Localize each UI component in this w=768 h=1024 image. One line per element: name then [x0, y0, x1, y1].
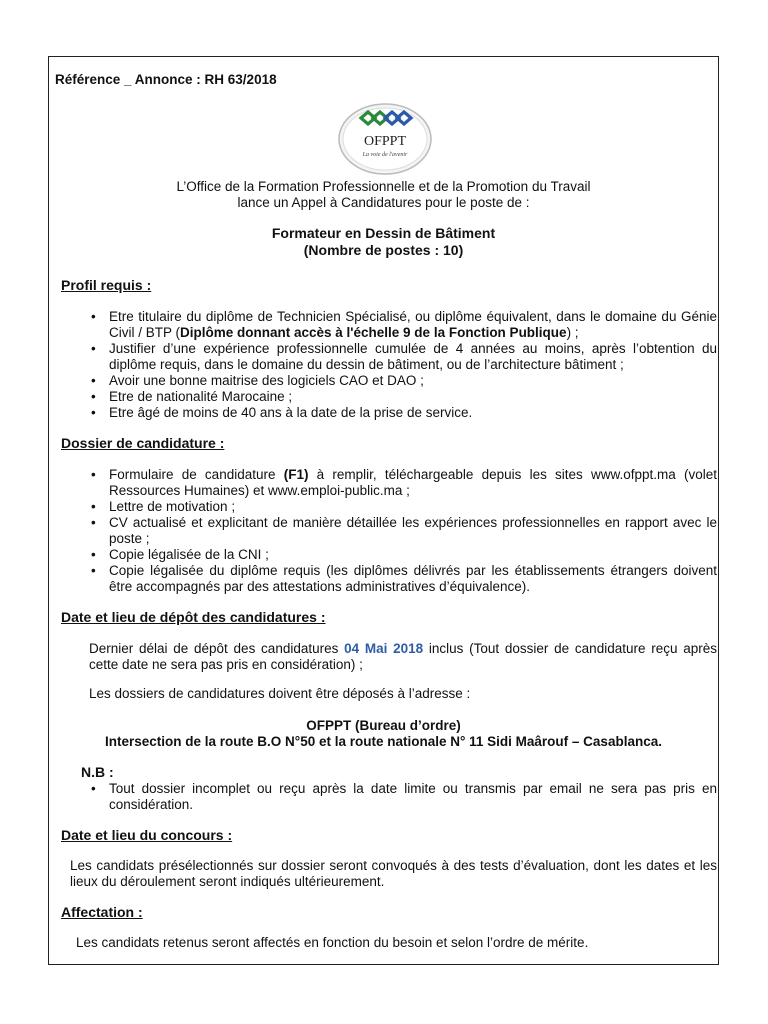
address-intro: Les dossiers de candidatures doivent être déposés à l’adresse :	[89, 686, 471, 701]
list-item: • Etre âgé de moins de 40 ans à la date de la prise de service.	[91, 405, 717, 421]
dossier-heading: Dossier de candidature :	[61, 435, 225, 451]
deadline-paragraph: Dernier délai de dépôt des candidatures 04 Mai 2018 inclus (Tout dossier de candidature reçu après cette date ne sera pas pris en considération) ;	[89, 641, 717, 672]
announcement-frame	[48, 56, 719, 965]
depot-heading: Date et lieu de dépôt des candidatures :	[61, 609, 326, 625]
deadline-date: 04 Mai 2018	[344, 641, 424, 656]
concours-text: Les candidats présélectionnés sur dossier seront convoqués à des tests d’évaluation, dont les dates et les lieux du déroulement seront indiqués ultérieurement.	[70, 858, 717, 889]
nb-list	[91, 781, 717, 813]
affectation-heading: Affectation :	[61, 904, 143, 920]
nb-heading: N.B :	[81, 764, 114, 780]
address-line-2: Intersection de la route B.O N°50 et la route nationale N° 11 Sidi Maârouf – Casablanca.	[105, 734, 662, 749]
profil-heading: Profil requis :	[61, 277, 152, 293]
svg-text:La voie de l'avenir: La voie de l'avenir	[362, 152, 408, 158]
list-item: • Etre titulaire du diplôme de Technicien Spécialisé, ou diplôme équivalent, dans le domaine du Génie Civil / BTP (Diplôme donnant accès à l'échelle 9 de la Fonction Publique) ;	[91, 309, 717, 341]
list-item: • Formulaire de candidature (F1) à remplir, téléchargeable depuis les sites www.ofppt.ma (volet Ressources Humaines) et www.emploi-public.ma ;	[91, 467, 717, 499]
affectation-text: Les candidats retenus seront affectés en fonction du besoin et selon l’ordre de mérite.	[76, 935, 589, 950]
reference-line: Référence _ Annonce : RH 63/2018	[55, 72, 277, 87]
list-item: • Lettre de motivation ;	[91, 499, 717, 515]
list-item: • Copie légalisée de la CNI ;	[91, 547, 717, 563]
list-item: • Tout dossier incomplet ou reçu après la date limite ou transmis par email ne sera pas pris en considération.	[91, 781, 717, 813]
list-item: • Copie légalisée du diplôme requis (les diplômes délivrés par les établissements étrangers doivent être accompagnés par des attestations administratives d’équivalence).	[91, 563, 717, 595]
intro-line-1: L’Office de la Formation Professionnelle et de la Promotion du Travail	[176, 179, 591, 194]
intro-line-2: lance un Appel à Candidatures pour le poste de :	[237, 195, 530, 210]
dossier-list	[91, 467, 717, 595]
list-item: • CV actualisé et explicitant de manière détaillée les expériences professionnelles en rapport avec le poste ;	[91, 515, 717, 547]
list-item: • Justifier d’une expérience professionnelle cumulée de 4 années au moins, après l’obtention du diplôme requis, dans le domaine du dessin de bâtiment, ou de l’architecture bâtiment ;	[91, 341, 717, 373]
svg-text:OFPPT: OFPPT	[363, 134, 407, 149]
ofppt-logo	[337, 102, 433, 176]
job-posts: (Nombre de postes : 10)	[303, 242, 464, 258]
list-item: • Avoir une bonne maitrise des logiciels CAO et DAO ;	[91, 373, 717, 389]
concours-heading: Date et lieu du concours :	[61, 827, 233, 843]
address-line-1: OFPPT (Bureau d’ordre)	[306, 718, 461, 733]
list-item: • Etre de nationalité Marocaine ;	[91, 389, 717, 405]
profil-list	[91, 309, 717, 421]
job-title: Formateur en Dessin de Bâtiment	[271, 225, 496, 241]
